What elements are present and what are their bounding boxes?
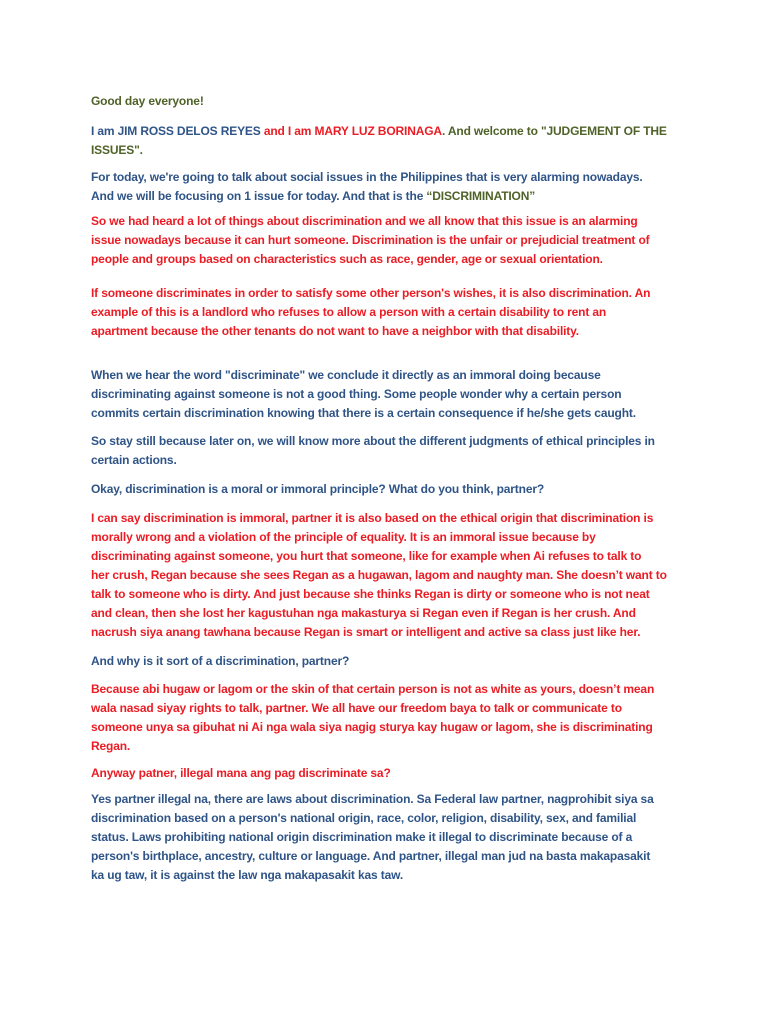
line-text: talk to someone who is dirty. And just because she thinks Regan is dirty or someone who is not neat (91, 587, 650, 601)
paragraph-line (91, 847, 691, 866)
line-text: person's birthplace, ancestry, culture or language. And partner, illegal man jud na basta makapasakit (91, 849, 651, 863)
line-text: Okay, discrimination is a moral or immoral principle? What do you think, partner? (91, 482, 545, 496)
show-welcome: . And welcome to "JUDGEMENT OF THE (441, 124, 667, 138)
line-text: someone unya sa gibuhat ni Ai nga wala siya nagig sturya kay hugaw or lagom, she is discriminating (91, 720, 653, 734)
paragraph-line (91, 652, 691, 671)
paragraph-line (91, 385, 691, 404)
paragraph-line (91, 547, 691, 566)
line-text: I can say discrimination is immoral, partner it is also based on the ethical origin that discrimination is (91, 511, 654, 525)
paragraph-line (91, 303, 691, 322)
paragraph-line (91, 790, 691, 809)
paragraph-line (91, 764, 691, 783)
paragraph-line (91, 509, 691, 528)
paragraph (91, 366, 691, 423)
paragraph-line (91, 604, 691, 623)
line-text: apartment because the other tenants do not want to have a neighbor with that disability. (91, 324, 579, 338)
topic-highlight: “DISCRIMINATION” (426, 189, 536, 203)
line-text: ka ug taw, it is against the law nga makapasakit kas taw. (91, 868, 404, 882)
paragraph-line (91, 168, 691, 187)
paragraph (91, 480, 691, 499)
paragraph (91, 764, 691, 783)
line-text: So we had heard a lot of things about discrimination and we all know that this issue is an alarming (91, 214, 638, 228)
line-text: discriminating against someone, you hurt that someone, like for example when Ai refuses to talk to (91, 549, 642, 563)
paragraph (91, 284, 691, 341)
line-text: And why is it sort of a discrimination, partner? (91, 654, 350, 668)
introduction-paragraph (91, 122, 691, 160)
line-text: Because abi hugaw or lagom or the skin of that certain person is not as white as yours, doesn’t mean (91, 682, 655, 696)
line-text: commits certain discrimination knowing that there is a certain consequence if he/she gets caught. (91, 406, 636, 420)
line-text: her crush, Regan because she sees Regan as a hugawan, lagom and naughty man. She doesn’t want to (91, 568, 667, 582)
line-text: For today, we're going to talk about social issues in the Philippines that is very alarming nowadays. (91, 170, 643, 184)
paragraph-line (91, 284, 691, 303)
line-text: nacrush siya anang tawhana because Regan is smart or intelligent and active sa class just like her. (91, 625, 641, 639)
paragraph-line (91, 404, 691, 423)
line-text: status. Laws prohibiting national origin discrimination make it illegal to discriminate because of a (91, 830, 633, 844)
paragraph-line (91, 699, 691, 718)
paragraph-line (91, 212, 691, 231)
paragraph (91, 168, 691, 206)
paragraph-line (91, 366, 691, 385)
line-text: And we will be focusing on 1 issue for today. And that is the (91, 189, 427, 203)
greeting (91, 92, 691, 111)
line-text: wala nasad siyay rights to talk, partner. We all have our freedom baya to talk or communicate to (91, 701, 622, 715)
line-text: and clean, then she lost her kagustuhan nga makasturya si Regan even if Regan is her crush. And (91, 606, 636, 620)
paragraph (91, 680, 691, 756)
paragraph-line (91, 432, 691, 451)
line-text: Yes partner illegal na, there are laws about discrimination. Sa Federal law partner, nagprohibit siya sa (91, 792, 654, 806)
paragraph-line (91, 809, 691, 828)
line-text: Regan. (91, 739, 131, 753)
paragraph-line (91, 528, 691, 547)
line-text: discriminating against someone is not a good thing. Some people wonder why a certain person (91, 387, 622, 401)
intro-line-1 (91, 122, 691, 141)
paragraph-line (91, 187, 691, 206)
paragraph-line (91, 866, 691, 885)
line-text: example of this is a landlord who refuses to allow a person with a certain disability to rent an (91, 305, 607, 319)
line-text: certain actions. (91, 453, 177, 467)
paragraph (91, 509, 691, 642)
intro-line-2: ISSUES". (91, 143, 143, 157)
paragraph (91, 432, 691, 470)
host-2-name: and I am MARY LUZ BORINAGA (263, 124, 442, 138)
paragraph-line (91, 322, 691, 341)
line-text: morally wrong and a violation of the principle of equality. It is an immoral issue because by (91, 530, 596, 544)
line-text: Anyway patner, illegal mana ang pag discriminate sa? (91, 766, 391, 780)
paragraph-line (91, 680, 691, 699)
paragraph-line (91, 623, 691, 642)
paragraph-line (91, 480, 691, 499)
paragraph (91, 790, 691, 885)
host-1-name: I am JIM ROSS DELOS REYES (91, 124, 264, 138)
paragraph-line (91, 250, 691, 269)
line-text: So stay still because later on, we will know more about the different judgments of ethical principles in (91, 434, 655, 448)
paragraph-line (91, 737, 691, 756)
paragraph-line (91, 566, 691, 585)
paragraph-line (91, 585, 691, 604)
line-text: issue nowadays because it can hurt someone. Discrimination is the unfair or prejudicial treatment of (91, 233, 650, 247)
line-text: When we hear the word "discriminate" we conclude it directly as an immoral doing because (91, 368, 601, 382)
greeting-text: Good day everyone! (91, 94, 204, 108)
line-text: discrimination based on a person's national origin, race, color, religion, disability, sex, and familial (91, 811, 637, 825)
paragraph-line (91, 451, 691, 470)
paragraph-line (91, 231, 691, 250)
paragraph (91, 652, 691, 671)
paragraph-line (91, 718, 691, 737)
paragraph-line (91, 828, 691, 847)
paragraph (91, 212, 691, 269)
line-text: people and groups based on characteristics such as race, gender, age or sexual orientation. (91, 252, 603, 266)
line-text: If someone discriminates in order to satisfy some other person's wishes, it is also discrimination. An (91, 286, 651, 300)
